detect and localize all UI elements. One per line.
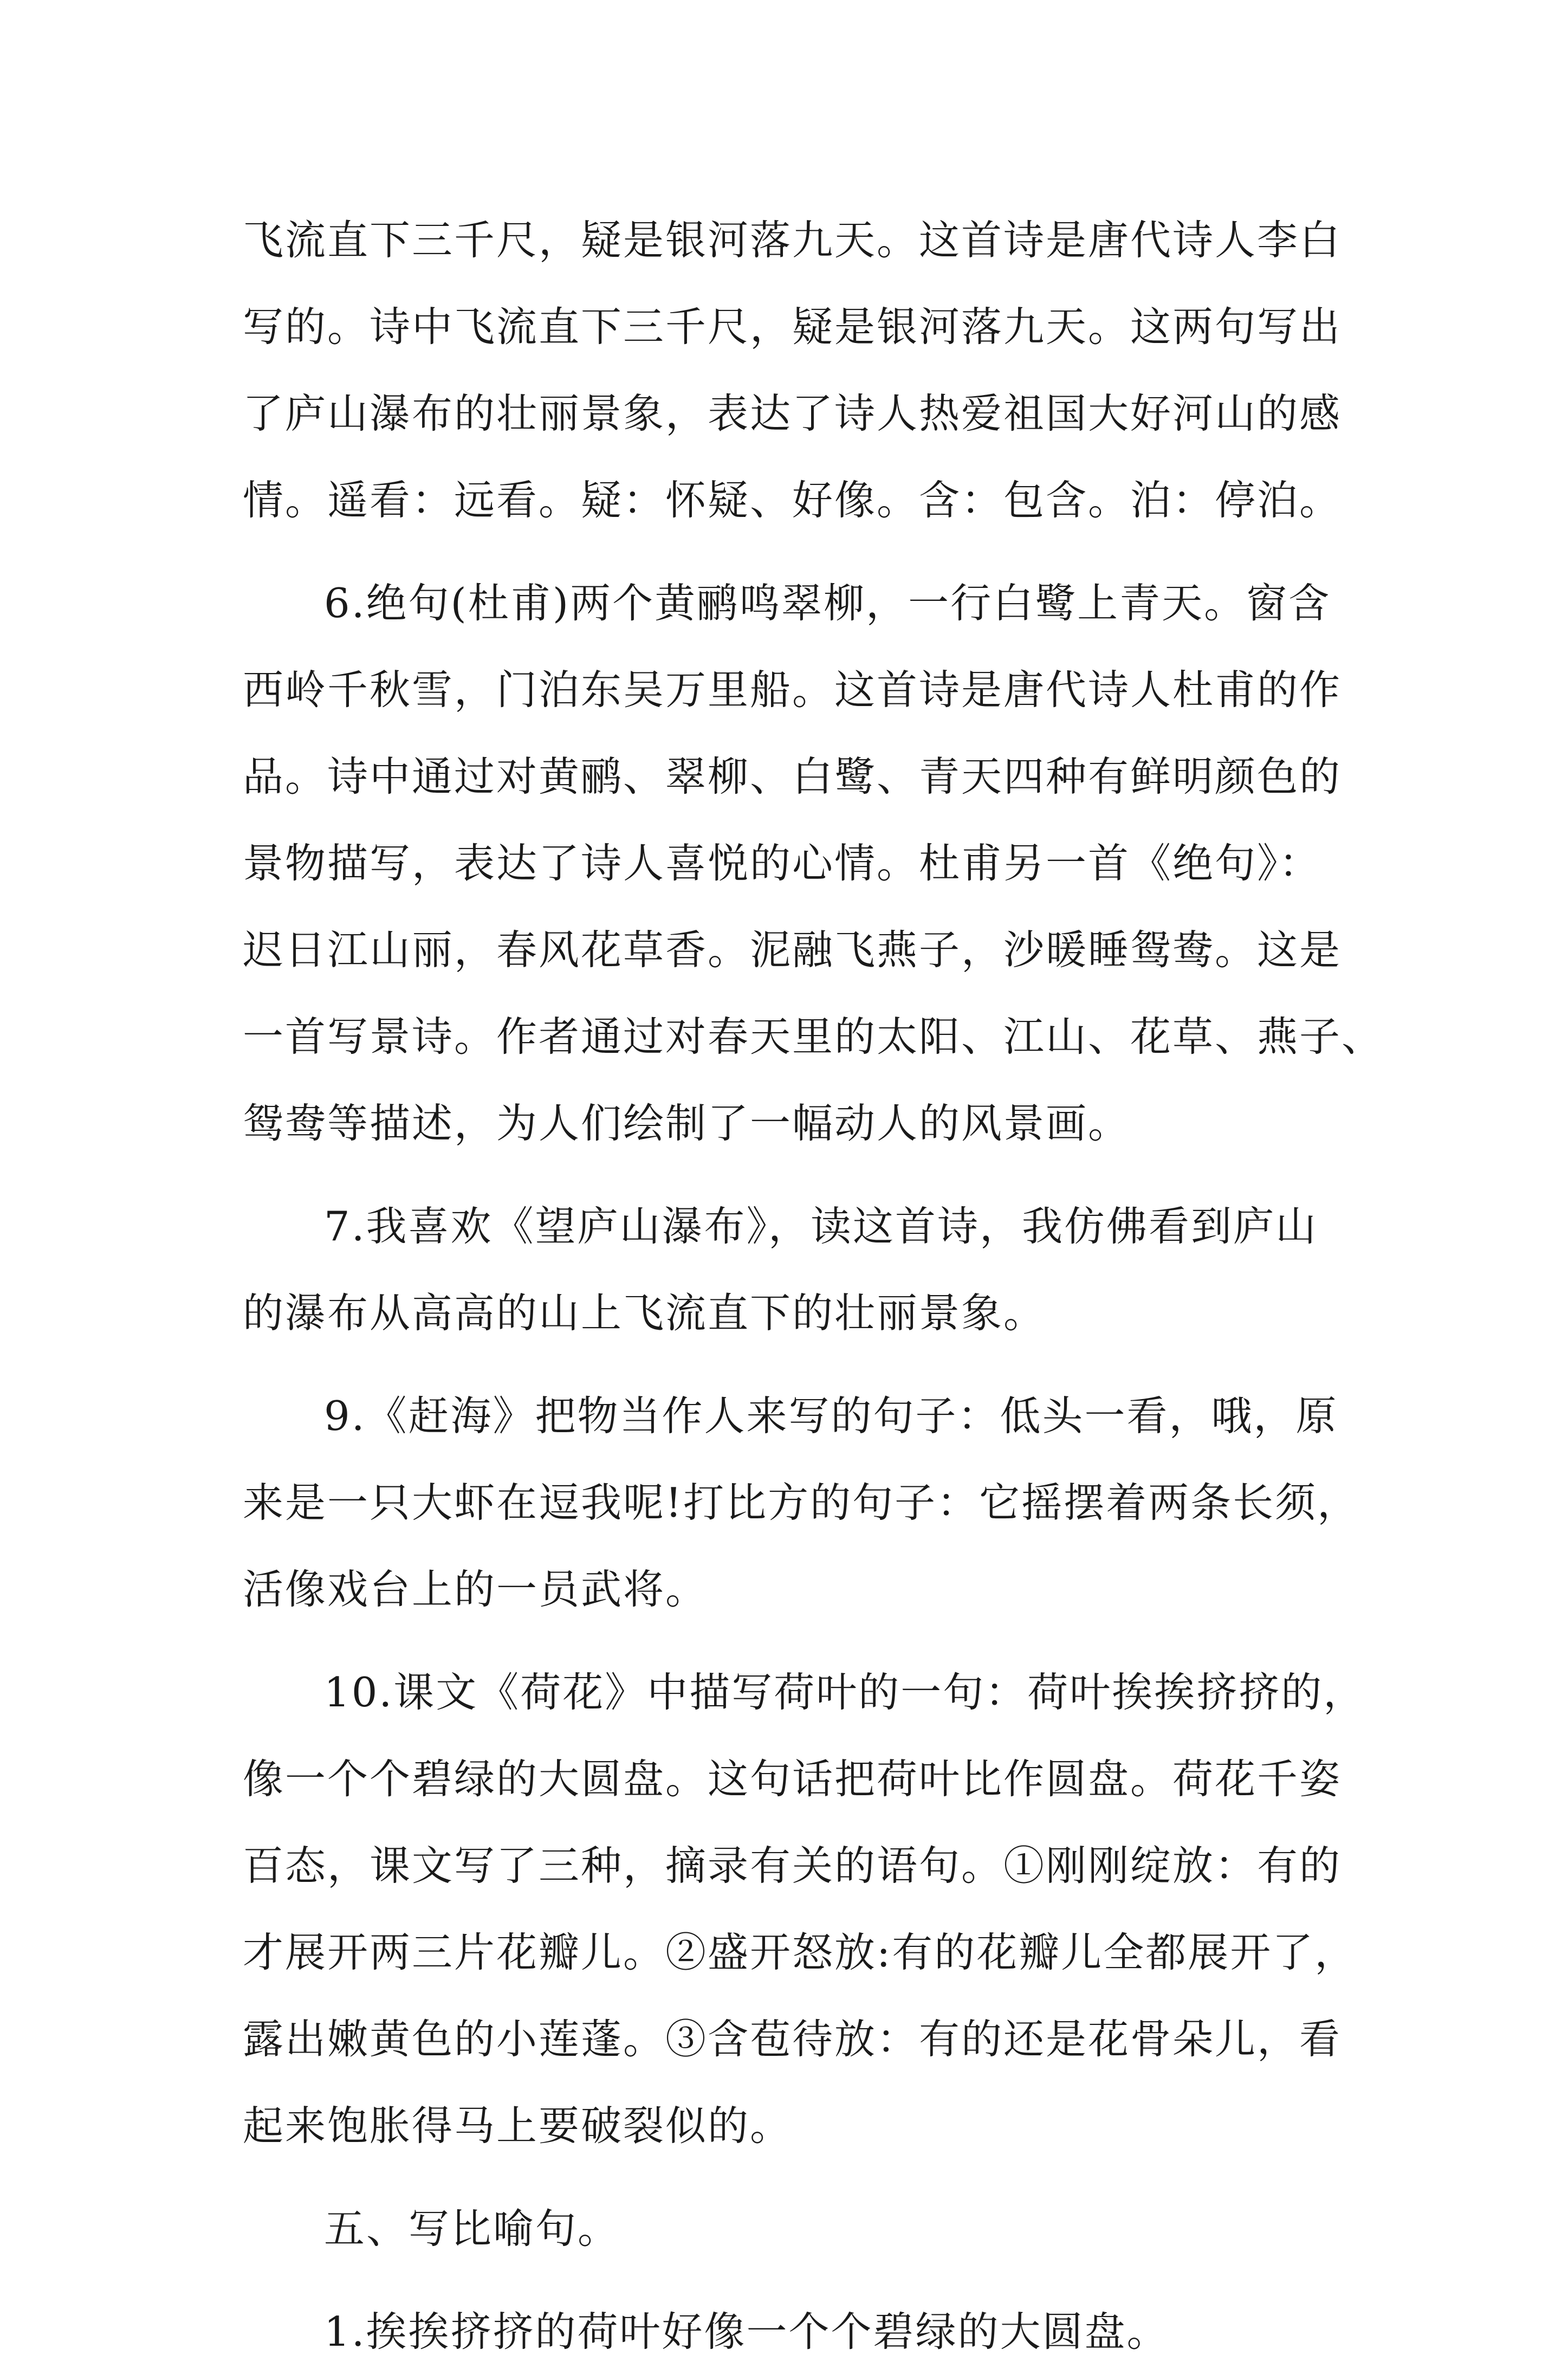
text-line: 景物描写，表达了诗人喜悦的心情。杜甫另一首《绝句》：	[243, 839, 1321, 887]
text-line: 来是一只大虾在逗我呢!打比方的句子：它摇摆着两条长须，	[243, 1479, 1360, 1526]
text-line: 的瀑布从高高的山上飞流直下的壮丽景象。	[243, 1289, 1046, 1337]
text-line: 迟日江山丽，春风花草香。泥融飞燕子，沙暖睡鸳鸯。这是	[243, 926, 1342, 974]
paragraph-libai-poem	[243, 197, 1348, 543]
text-line: 起来饱胀得马上要破裂似的。	[243, 2102, 793, 2150]
paragraph-example-1	[243, 2288, 1348, 2375]
text-line: 了庐山瀑布的壮丽景象，表达了诗人热爱祖国大好河山的感	[243, 390, 1342, 437]
text-line: 9.《赶海》把物当作人来写的句子：低头一看，哦，原	[324, 1392, 1338, 1440]
text-line: 10.课文《荷花》中描写荷叶的一句：荷叶挨挨挤挤的，	[324, 1668, 1366, 1716]
text-line: 西岭千秋雪，门泊东吴万里船。这首诗是唐代诗人杜甫的作	[243, 666, 1342, 714]
text-line: 才展开两三片花瓣儿。②盛开怒放:有的花瓣儿全都展开了，	[243, 1929, 1357, 1976]
text-line: 情。遥看：远看。疑：怀疑、好像。含：包含。泊：停泊。	[243, 476, 1342, 524]
text-line: 像一个个碧绿的大圆盘。这句话把荷叶比作圆盘。荷花千姿	[243, 1755, 1342, 1803]
text-line: 百态，课文写了三种，摘录有关的语句。①刚刚绽放：有的	[243, 1842, 1342, 1889]
paragraph-item-7	[243, 1183, 1348, 1356]
text-line: 7.我喜欢《望庐山瀑布》，读这首诗，我仿佛看到庐山	[324, 1202, 1318, 1250]
paragraph-item-6	[243, 560, 1384, 1167]
section-heading-5	[243, 2185, 1348, 2272]
text-line: 一首写景诗。作者通过对春天里的太阳、江山、花草、燕子、	[243, 1013, 1384, 1060]
document-body	[243, 197, 1384, 2375]
text-line: 活像戏台上的一员武将。	[243, 1565, 708, 1613]
text-line: 写的。诗中飞流直下三千尺，疑是银河落九天。这两句写出	[243, 303, 1342, 351]
paragraph-item-9	[243, 1373, 1360, 1633]
text-line: 品。诗中通过对黄鹂、翠柳、白鹭、青天四种有鲜明颜色的	[243, 753, 1342, 800]
text-line: 露出嫩黄色的小莲蓬。③含苞待放：有的还是花骨朵儿，看	[243, 2015, 1342, 2063]
text-line: 鸳鸯等描述，为人们绘制了一幅动人的风景画。	[243, 1099, 1131, 1147]
text-line: 五、写比喻句。	[324, 2205, 620, 2253]
text-line: 1.挨挨挤挤的荷叶好像一个个碧绿的大圆盘。	[324, 2308, 1169, 2355]
text-line: 6.绝句(杜甫)两个黄鹂鸣翠柳，一行白鹭上青天。窗含	[324, 579, 1331, 627]
text-line: 飞流直下三千尺，疑是银河落九天。这首诗是唐代诗人李白	[243, 216, 1342, 264]
paragraph-item-10	[243, 1649, 1366, 2169]
